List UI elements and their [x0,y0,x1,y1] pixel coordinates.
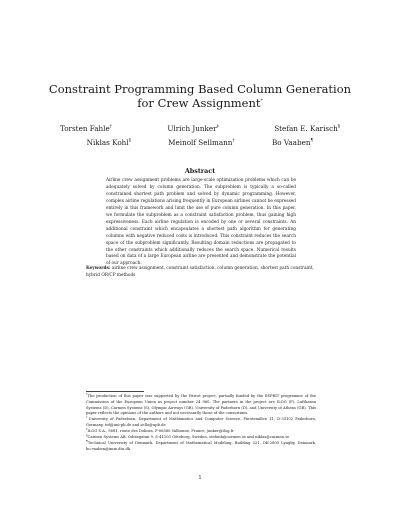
author-affiliation-mark: † [232,138,235,144]
page-number: 1 [198,475,202,481]
keywords-label: Keywords: [86,266,111,271]
footnote-mark: ¶ [86,439,88,444]
footnote-carmen [86,433,316,444]
author-row-1 [60,124,340,135]
author-name: Ulrich Junker [167,124,217,133]
footnote-mark: * [86,392,88,396]
author-vaaben [272,138,313,149]
footnote-mark: † [86,415,89,420]
footnote-mark: ‡ [86,427,88,432]
author-name: Niklas Kohl [86,137,129,147]
footnote-divider [86,391,144,392]
author-kohl [87,138,131,149]
title-line-2-wrap [40,96,360,110]
author-name: Meinolf Sellmann [168,137,233,147]
author-name: Torsten Fahle [60,124,110,133]
author-affiliation-mark: † [109,124,112,130]
abstract-heading: Abstract [184,167,216,175]
author-affiliation-mark: ‡ [216,124,219,130]
author-affiliation-mark: § [128,138,131,144]
footnote-text: The production of this paper was supported by the Parrot project, partially funded by the ESPRIT programme of the Commission of the European Union as project number 24 960. The partners in the project are ILOG (F), Lufthansa Systems (D), Carmen Systems (S), Olympic Airways (GR), University of Paderborn (D), and University of Athens (GR). This paper reflects the opinions of the authors and not necessarily those of the consortium. [86,394,316,416]
author-list [60,124,340,151]
title-footnote-mark: * [260,99,263,105]
author-affiliation-mark: ¶ [310,138,314,144]
footnotes [86,394,316,453]
footnote-text: University of Paderborn, Department of Mathematics and Computer Science, Fürstenallee 11, D-33102 Paderborn, Germany, tef@uni-pb.de and sello@upb.de [86,417,316,428]
footnote-funding [86,392,316,420]
footnote-mark: § [86,433,88,438]
paper-title [40,82,360,110]
title-line-1: Constraint Programming Based Column Generation [48,82,352,96]
footnote-dtu [86,441,316,453]
author-fahle [60,124,112,135]
footnote-text: Technical University of Denmark, Department of Mathematical Modeling, Building 321, DK-2800 Lyngby, Denmark, bo.vaaben@imm.dtu.dk [86,441,316,452]
title-line-2: for Crew Assignment [137,96,261,110]
abstract-text: Airline crew assignment problems are large-scale optimization problems which can be adequately solved by column generation. The subproblem is typically a so-called constrained shortest path problem and solved by dynamic programming. However, complex airline regulations arising frequently in European airlines cannot be expressed entirely in this framework and limit the use of pure column generation. In this paper, we formulate the subproblem as a constraint satisfaction problem, thus gaining high expressiveness. Each airline regulation is encoded by one or several constraints. An additional constraint which encapsulates a shortest path algorithm for generating columns with negative reduced costs is introduced. This constraint reduces the search space of the subproblem significantly. Resulting domain reductions are propagated to the other constraints which additionally reduces the search space. Numerical results based on data of a large European airline are presented and demonstrate the potential of our approach. [106,178,296,267]
author-karisch [274,124,340,135]
author-row-2 [60,138,340,149]
author-sellmann [168,138,235,149]
author-affiliation-mark: § [337,124,340,130]
keywords-text: airline crew assignment, constraint satisfaction, column generation, shortest path constraint, hybrid OR/CP methods [86,266,314,278]
footnote-text: Carmen Systems AB, Odinsgatan 9, S-41103 Göteborg, Sweden, stefank@carmen.se and niklas@carmen.se [87,435,290,440]
author-name: Stefan E. Karisch [274,124,338,133]
footnote-text: ILOG S.A., 9681, route des Dolines, F-06560 Valbonne, France, junker@ilog.fr [87,429,234,434]
author-name: Bo Vaaben [271,137,311,147]
author-junker [167,124,218,135]
keywords-paragraph [86,266,316,280]
